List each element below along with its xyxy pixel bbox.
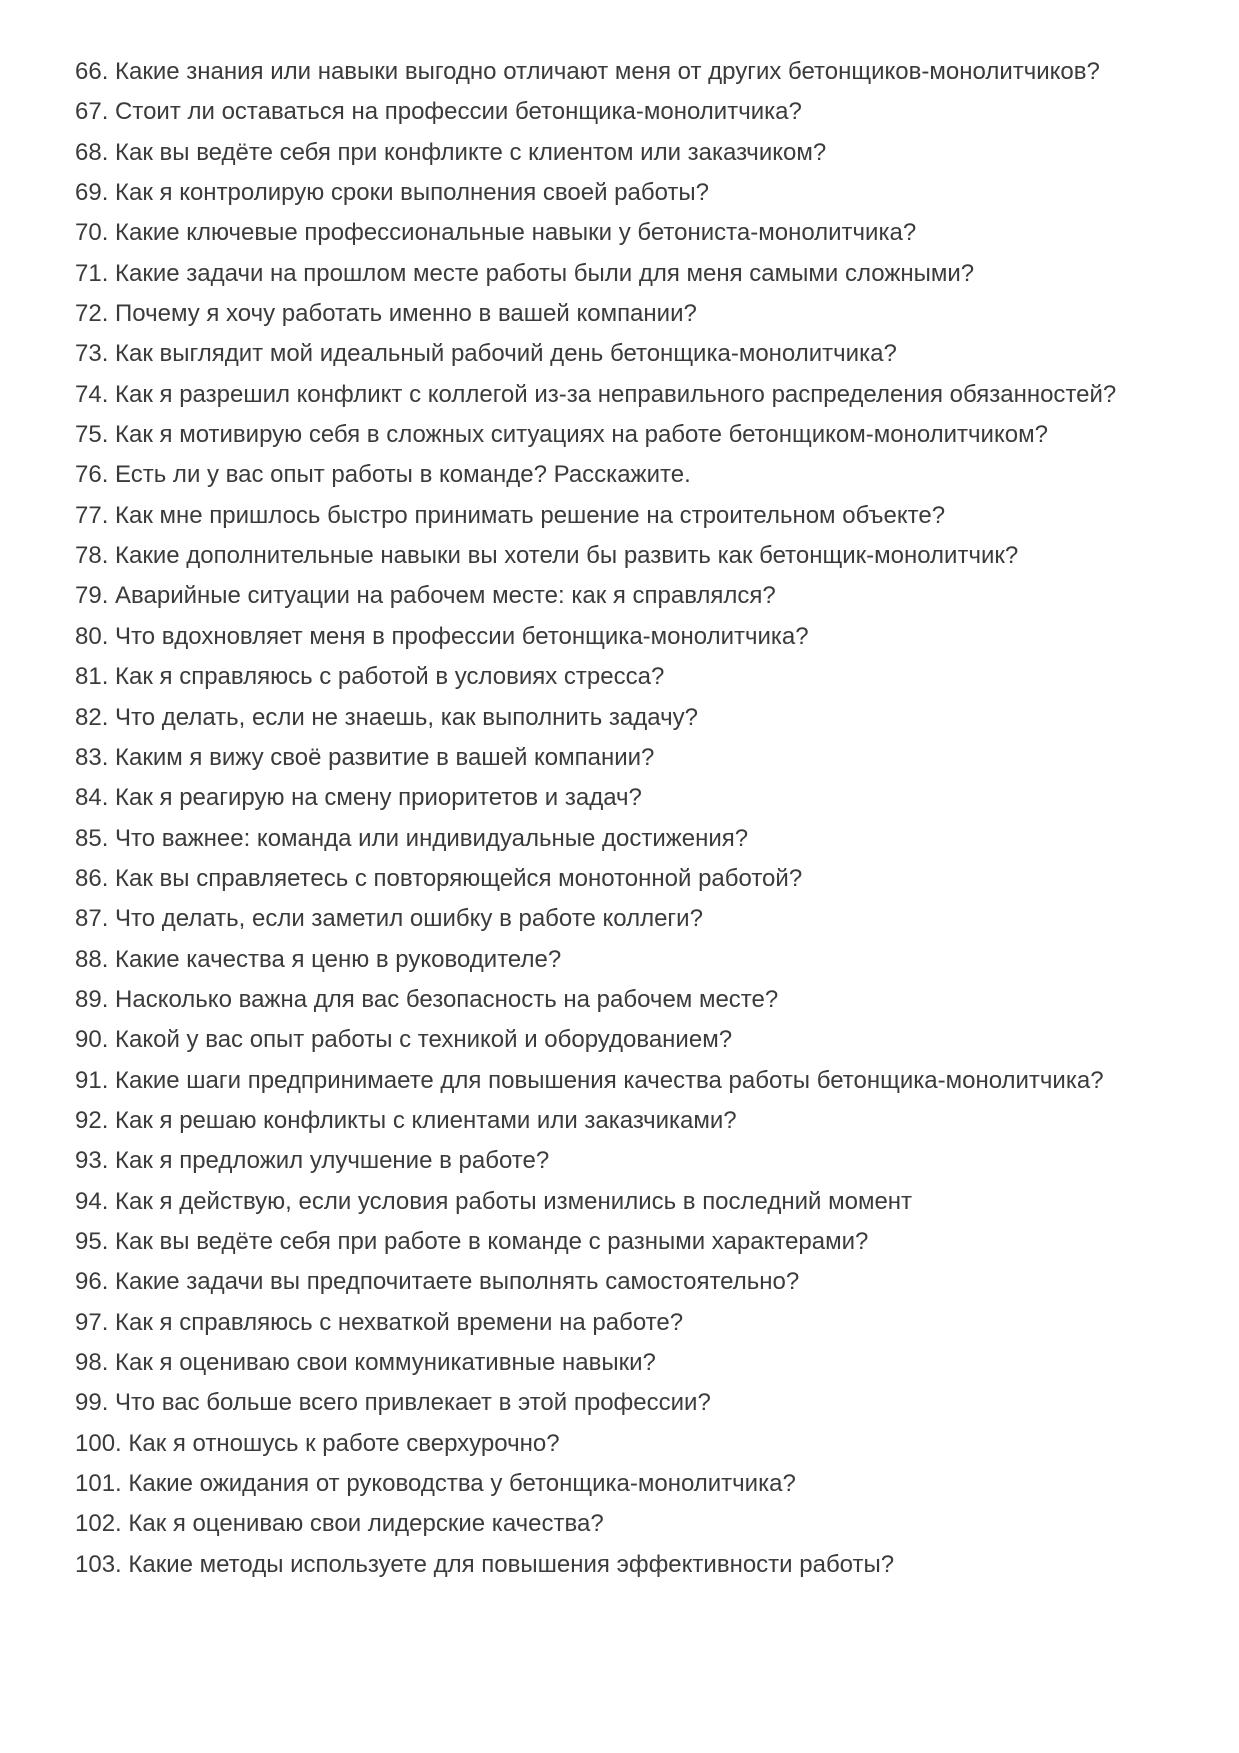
list-item: 90. Какой у вас опыт работы с техникой и оборудованием? [75,1026,733,1054]
list-item: 101. Какие ожидания от руководства у бетонщика-монолитчика? [75,1470,796,1498]
list-item: 86. Как вы справляетесь с повторяющейся монотонной работой? [75,864,803,892]
list-item: 83. Каким я вижу своё развитие в вашей компании? [75,743,655,771]
list-item: 67. Стоит ли оставаться на профессии бетонщика-монолитчика? [75,98,802,126]
list-item: 76. Есть ли у вас опыт работы в команде? Расскажите. [75,461,691,489]
list-item: 82. Что делать, если не знаешь, как выполнить задачу? [75,703,698,731]
list-item: 99. Что вас больше всего привлекает в этой профессии? [75,1389,711,1417]
list-item: 66. Какие знания или навыки выгодно отличают меня от других бетонщиков-монолитчиков? [75,58,1100,85]
list-item: 72. Почему я хочу работать именно в вашей компании? [75,300,697,328]
list-item: 92. Как я решаю конфликты с клиентами или заказчиками? [75,1106,737,1134]
list-item: 94. Как я действую, если условия работы изменились в последний момент [75,1187,913,1215]
list-item: 103. Какие методы используете для повышения эффективности работы? [75,1550,895,1578]
list-item: 100. Как я отношусь к работе сверхурочно? [75,1429,560,1457]
list-item: 71. Какие задачи на прошлом месте работы были для меня самыми сложными? [75,259,975,287]
list-item: 80. Что вдохновляет меня в профессии бетонщика-монолитчика? [75,622,809,650]
list-item: 74. Как я разрешил конфликт с коллегой из-за неправильного распределения обязанностей? [75,380,1117,408]
list-item: 77. Как мне пришлось быстро принимать решение на строительном объекте? [75,501,946,529]
list-item: 96. Какие задачи вы предпочитаете выполнять самостоятельно? [75,1268,800,1296]
list-item: 95. Как вы ведёте себя при работе в команде с разными характерами? [75,1227,869,1255]
list-item: 97. Как я справляюсь с нехваткой времени на работе? [75,1308,684,1336]
list-item: 102. Как я оцениваю свои лидерские качества? [75,1510,604,1538]
list-item: 93. Как я предложил улучшение в работе? [75,1147,550,1175]
list-item: 75. Как я мотивирую себя в сложных ситуациях на работе бетонщиком-монолитчиком? [75,421,1048,449]
list-item: 87. Что делать, если заметил ошибку в работе коллеги? [75,905,703,933]
list-item: 91. Какие шаги предпринимаете для повышения качества работы бетонщика-монолитчика? [75,1066,1104,1094]
list-item: 88. Какие качества я ценю в руководителе? [75,945,562,973]
list-item: 89. Насколько важна для вас безопасность на рабочем месте? [75,985,779,1013]
list-item: 73. Как выглядит мой идеальный рабочий день бетонщика-монолитчика? [75,340,897,368]
list-item: 84. Как я реагирую на смену приоритетов и задач? [75,784,642,812]
list-item: 68. Как вы ведёте себя при конфликте с клиентом или заказчиком? [75,138,827,166]
list-item: 85. Что важнее: команда или индивидуальные достижения? [75,824,749,852]
question-list [75,52,1190,1585]
list-item: 78. Какие дополнительные навыки вы хотели бы развить как бетонщик-монолитчик? [75,542,1019,570]
list-item: 81. Как я справляюсь с работой в условиях стресса? [75,663,665,691]
list-item: 79. Аварийные ситуации на рабочем месте: как я справлялся? [75,582,776,610]
list-item: 98. Как я оцениваю свои коммуникативные навыки? [75,1349,656,1376]
list-item: 69. Как я контролирую сроки выполнения своей работы? [75,179,709,207]
list-item: 70. Какие ключевые профессиональные навыки у бетониста-монолитчика? [75,219,917,247]
